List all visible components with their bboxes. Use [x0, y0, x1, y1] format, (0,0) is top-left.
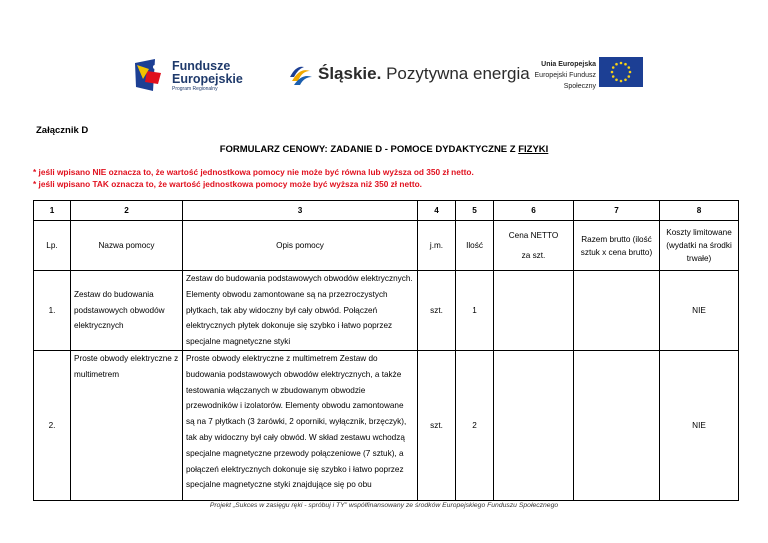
header-name: Nazwa pomocy	[71, 221, 183, 271]
table-row	[34, 271, 739, 351]
fundusze-europejskie-text: Fundusze Europejskie	[172, 59, 243, 86]
header-unit: j.m.	[418, 221, 456, 271]
col-number: 7	[574, 201, 660, 221]
header-row	[34, 221, 739, 271]
row-net-price[interactable]	[494, 351, 574, 501]
row-lp: 1.	[34, 271, 71, 351]
eu-flag-icon	[599, 57, 643, 87]
footer-text: Projekt „Sukces w zasięgu ręki - spróbuj i TY” współfinansowany ze środków Europejskiego Funduszu Społecznego	[209, 502, 559, 509]
header-gross: Razem brutto (ilość sztuk x cena brutto)	[574, 221, 660, 271]
price-table	[33, 200, 739, 501]
annex-label: Załącznik D	[36, 125, 89, 136]
slaskie-slogan: Śląskie. Pozytywna energia	[318, 64, 530, 83]
logos-header	[0, 50, 768, 110]
row-gross[interactable]	[574, 271, 660, 351]
slaskie-logo-icon	[288, 63, 314, 89]
row-unit: szt.	[418, 271, 456, 351]
program-regionalny-text: Program Regionalny	[172, 86, 218, 92]
header-qty: Ilość	[456, 221, 494, 271]
row-desc: Zestaw do budowania podstawowych obwodów elektrycznych. Elementy obwodu zamontowane są na przezroczystych płytkach, tak aby widoczny był cały obwód. Połączeń elektrycznych płytek dokonuje się szybko i łatwo poprzez specjalne magnetyczne styki	[183, 271, 418, 351]
row-gross[interactable]	[574, 351, 660, 501]
row-net-price[interactable]	[494, 271, 574, 351]
note-nie: * jeśli wpisano NIE oznacza to, że wartość jednostkowa pomocy nie może być równa lub wyższa od 350 zł netto.	[33, 167, 474, 177]
form-title-subject: FIZYKI	[518, 144, 549, 155]
row-name: Zestaw do budowania podstawowych obwodów elektrycznych	[71, 271, 183, 351]
header-net-line1: Cena NETTO	[508, 231, 559, 240]
row-unit: szt.	[418, 351, 456, 501]
row-lp: 2.	[34, 351, 71, 501]
header-limited: Koszty limitowane (wydatki na środki trwałe)	[660, 221, 739, 271]
header-lp: Lp.	[34, 221, 71, 271]
row-limited: NIE	[660, 271, 739, 351]
column-number-row	[34, 201, 739, 221]
table-row	[34, 351, 739, 501]
col-number: 2	[71, 201, 183, 221]
col-number: 4	[418, 201, 456, 221]
form-title: FORMULARZ CENOWY: ZADANIE D - POMOCE DYDAKTYCZNE Z FIZYKI	[219, 144, 549, 155]
header-net-price	[494, 221, 574, 271]
unia-europejska-text: Unia Europejska Europejski Fundusz Społeczny	[534, 61, 596, 90]
note-tak: * jeśli wpisano TAK oznacza to, że wartość jednostkowa pomocy może być wyższa niż 350 zł netto.	[33, 179, 422, 189]
row-name: Proste obwody elektryczne z multimetrem	[71, 351, 183, 501]
col-number: 1	[34, 201, 71, 221]
header-desc: Opis pomocy	[183, 221, 418, 271]
fundusze-europejskie-logo-icon	[133, 57, 167, 93]
col-number: 8	[660, 201, 739, 221]
row-desc: Proste obwody elektryczne z multimetrem Zestaw do budowania podstawowych obwodów elektrycznych, a także testowania włączanych w zbudowanym obwodzie przewodników i izolatorów. Elementy obwodu zamontowane są na 7 płytkach (3 żarówki, 2 oporniki, wyłącznik, brzęczyk), tak aby widoczny był cały obwód. W skład zestawu wchodzą specjalne magnetyczne przewody połączeniowe (7 sztuk), a połączeń elektrycznych dokonuje się szybko i łatwo poprzez specjalne magnetyczne styki znajdujące się po obu	[183, 351, 418, 501]
row-limited: NIE	[660, 351, 739, 501]
col-number: 3	[183, 201, 418, 221]
col-number: 5	[456, 201, 494, 221]
col-number: 6	[494, 201, 574, 221]
header-net-line2: za szt.	[521, 251, 546, 260]
row-qty: 2	[456, 351, 494, 501]
row-qty: 1	[456, 271, 494, 351]
